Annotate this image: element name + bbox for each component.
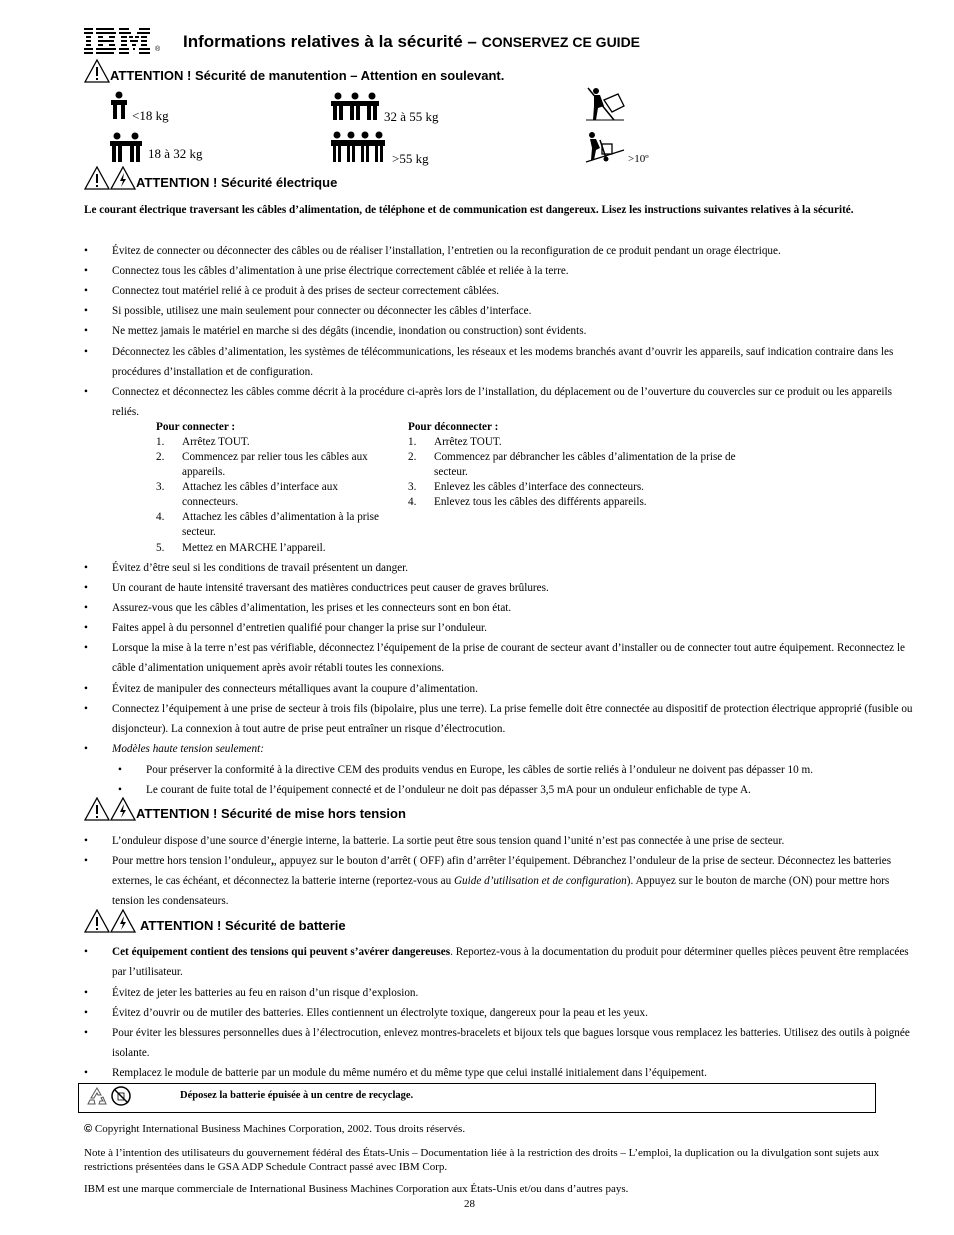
title-sub: CONSERVEZ CE GUIDE — [481, 34, 641, 50]
no-trash-icon — [110, 1085, 134, 1111]
list-item: • Ne mettez jamais le matériel en marche si des dégâts (incendie, inondation ou construction) sont évidents. — [84, 325, 587, 337]
weight-label-2: 18 à 32 kg — [148, 146, 203, 161]
recycle-icon — [86, 1086, 108, 1108]
poweroff-heading — [84, 797, 406, 823]
hand-truck-slope-icon — [584, 130, 626, 164]
copyright: © Copyright International Business Machines Corporation, 2002. Tous droits réservés. — [84, 1123, 466, 1135]
step: 5. Mettez en MARCHE l’appareil. — [156, 542, 326, 554]
warning-triangle-icon — [84, 59, 110, 83]
recycle-text: Déposez la batterie épuisée à un centre de recyclage. — [180, 1090, 414, 1101]
no-hand-truck-icon — [584, 86, 626, 122]
two-person-lift-icon — [110, 132, 142, 164]
page-title — [183, 32, 640, 52]
page-number: 28 — [464, 1198, 475, 1210]
trademark-note: IBM est une marque commerciale de International Business Machines Corporation aux États-Unis et/ou dans d’autres pays. — [84, 1183, 629, 1195]
electrical-hazard-icon — [84, 909, 136, 933]
connect-heading: Pour connecter : — [156, 421, 236, 433]
ibm-logo-icon — [84, 26, 160, 56]
list-item: • Pour éviter les blessures personnelles dues à l’électrocution, enlevez montres-bracelets et bijoux tels que bagues lorsque vous remplacez les batteries. Utilisez des outils à poignée isolante. — [84, 1027, 910, 1059]
weight-label-1: <18 kg — [132, 108, 169, 123]
list-item: • Connectez et déconnectez les câbles comme décrit à la procédure ci-après lors de l’installation, du déplacement ou de l’ouverture du couvercles sur ce produit ou les appareils reliés. — [84, 386, 893, 418]
poweroff-heading-text: ATTENTION ! Sécurité de mise hors tension — [136, 806, 406, 821]
list-item: • Connectez tout matériel relié à ce produit à des prises de secteur correctement câblées. — [84, 285, 500, 297]
list-item: • Pour mettre hors tension l’onduleur,, appuyez sur le bouton d’arrêt ( OFF) afin d’arrêter l’équipement. Débranchez l’onduleur de la prise de secteur. Déconnectez les batteries externes, le cas échéant, et déconnectez la batterie interne (reportez-vous au Guide d’utilisation et de configuration). Appuyez sur le bouton de marche (ON) pour mettre hors tension les condensateurs. — [84, 855, 892, 907]
list-item: • Pour préserver la conformité à la directive CEM des produits vendus en Europe, les câbles de sortie reliés à l’onduleur ne doivent pas dépasser 10 m. — [118, 764, 814, 776]
list-item: • Connectez tous les câbles d’alimentation à une prise électrique correctement câblée et reliée à la terre. — [84, 265, 569, 277]
step: 4. Attachez les câbles d’alimentation à la prise secteur. — [156, 511, 379, 538]
electrical-intro: Le courant électrique traversant les câbles d’alimentation, de téléphone et de communication est dangereux. Lisez les instructions suivantes relatives à la sécurité. — [84, 204, 854, 216]
step: 3. Attachez les câbles d’interface aux connecteurs. — [156, 481, 338, 508]
step: 2. Commencez par débrancher les câbles d’alimentation de la prise de secteur. — [408, 451, 736, 478]
battery-heading-text: ATTENTION ! Sécurité de batterie — [140, 918, 346, 933]
list-item: • Un courant de haute intensité traversant des matières conductrices peut causer de graves brûlures. — [84, 582, 549, 594]
lifting-heading-text: ATTENTION ! Sécurité de manutention – Attention en soulevant. — [110, 68, 505, 83]
list-item: • Déconnectez les câbles d’alimentation, les systèmes de télécommunications, les réseaux et les modems branchés avant d’ouvrir les appareils, sauf indication contraire dans les procédures d’installation et de configuration. — [84, 346, 894, 378]
electrical-hazard-icon — [84, 166, 136, 190]
list-item: • Remplacez le module de batterie par un module du même numéro et du même type que celui installé initialement dans l’équipement. — [84, 1067, 707, 1079]
ibm-logo — [84, 26, 160, 61]
list-item: • Cet équipement contient des tensions qui peuvent s’avérer dangereuses. Reportez-vous à la documentation du produit pour déterminer quelles pièces peuvent être remplacées par l’utilisateur. — [84, 946, 909, 978]
electrical-heading — [84, 166, 337, 192]
list-item: • Évitez d’être seul si les conditions de travail présentent un danger. — [84, 562, 409, 574]
title-main: Informations relatives à la sécurité – — [183, 32, 482, 51]
four-person-lift-icon — [331, 131, 385, 165]
lifting-heading — [84, 59, 504, 85]
step: 1. Arrêtez TOUT. — [408, 436, 502, 448]
list-item: • Si possible, utilisez une main seulement pour connecter ou déconnecter les câbles d’interface. — [84, 305, 532, 317]
step: 1. Arrêtez TOUT. — [156, 436, 250, 448]
disconnect-steps — [408, 420, 738, 510]
list-item: • Faites appel à du personnel d’entretien qualifié pour changer la prise sur l’onduleur. — [84, 622, 487, 634]
step: 4. Enlevez tous les câbles des différents appareils. — [408, 496, 647, 508]
one-person-lift-icon — [110, 91, 128, 121]
step: 2. Commencez par relier tous les câbles aux appareils. — [156, 451, 368, 478]
step: 3. Enlevez les câbles d’interface des connecteurs. — [408, 481, 644, 493]
list-item: • Lorsque la mise à la terre n’est pas vérifiable, déconnectez l’équipement de la prise de courant de secteur avant d’installer ou de connecter tout autre équipement. Reconnectez le câble d’alimentation uniquement après avoir rétabli toutes les connexions. — [84, 642, 906, 674]
disconnect-heading: Pour déconnecter : — [408, 421, 499, 433]
list-item: • Assurez-vous que les câbles d’alimentation, les prises et les connecteurs sont en bon état. — [84, 602, 512, 614]
electrical-hazard-icon — [84, 797, 136, 821]
list-item: • Évitez de jeter les batteries au feu en raison d’un risque d’explosion. — [84, 987, 419, 999]
list-item: • Le courant de fuite total de l’équipement connecté et de l’onduleur ne doit pas dépasser 3,5 mA pour un onduleur enfichable de type A. — [118, 784, 751, 796]
weight-label-3: 32 à 55 kg — [384, 109, 439, 124]
registered-mark: ® — [155, 46, 161, 53]
list-item: • Évitez de manipuler des connecteurs métalliques avant la coupure d’alimentation. — [84, 683, 478, 695]
weight-label-4: >55 kg — [392, 151, 429, 166]
electrical-heading-text: ATTENTION ! Sécurité électrique — [136, 175, 338, 190]
list-item: • Évitez d’ouvrir ou de mutiler des batteries. Elles contiennent un électrolyte toxique, dangereux pour la peau et les yeux. — [84, 1007, 648, 1019]
list-item: • Modèles haute tension seulement: — [84, 743, 264, 755]
list-item: • Connectez l’équipement à une prise de secteur à trois fils (bipolaire, plus une terre). La prise femelle doit être connectée au dispositif de protection électrique approprié (fusible ou disjoncteur). La connexion à tout autre de prise peut entraîner un risque d’électrocution. — [84, 703, 913, 735]
battery-heading — [84, 909, 346, 935]
government-note: Note à l’intention des utilisateurs du gouvernement fédéral des États-Unis – Documentation liée à la restriction des droits – L’emploi, la duplication ou la divulgation sont sujets aux restrictions présentées dans le GSA ADP Schedule Contract passé avec IBM Corp. — [84, 1147, 880, 1173]
three-person-lift-icon — [331, 92, 379, 122]
list-item: • Évitez de connecter ou déconnecter des câbles ou de réaliser l’installation, l’entretien ou la reconfiguration de ce produit pendant un orage électrique. — [84, 245, 781, 257]
list-item: • L’onduleur dispose d’une source d’énergie interne, la batterie. La sortie peut être sous tension quand l’unité n’est pas connectée à une prise de secteur. — [84, 835, 785, 847]
connect-steps — [156, 420, 396, 556]
angle-label: >10º — [628, 153, 649, 165]
